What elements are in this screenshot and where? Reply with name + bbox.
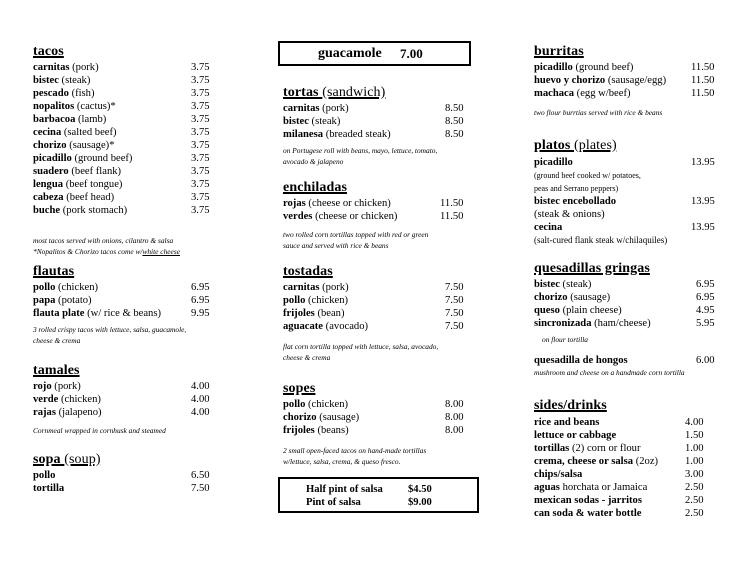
item-price: 6.95 — [696, 292, 715, 303]
item-price: 1.00 — [685, 443, 704, 454]
menu-item: pollo (chicken) 7.50 — [283, 295, 464, 306]
item-price: 3.75 — [191, 205, 210, 216]
menu-item: cecina 13.95 — [534, 222, 715, 233]
item-price: 4.00 — [685, 417, 704, 428]
menu-item: Half pint of salsa — [306, 484, 383, 495]
quesadillas-heading: quesadillas gringas — [534, 261, 650, 276]
item-price: 6.95 — [191, 295, 210, 306]
menu-item: flauta plate (w/ rice & beans) 9.95 — [33, 308, 210, 319]
item-price: 5.95 — [696, 318, 715, 329]
flautas-heading: flautas — [33, 264, 75, 279]
menu-item: aguas horchata or Jamaica 2.50 — [534, 482, 704, 493]
menu-item: crema, cheese or salsa (2oz) 1.00 — [534, 456, 704, 467]
menu-item: chorizo (sausage) 6.95 — [534, 292, 715, 303]
menu-item: rice and beans 4.00 — [534, 417, 704, 428]
menu-item: frijoles (bean) 7.50 — [283, 308, 464, 319]
item-price: 4.95 — [696, 305, 715, 316]
tamales-section — [33, 364, 223, 436]
menu-item: milanesa (breaded steak) 8.50 — [283, 129, 464, 140]
flautas-note: 3 rolled crispy tacos with lettuce, salsa, guacamole, cheese & crema — [33, 325, 187, 345]
item-price: 8.00 — [445, 399, 464, 410]
item-price: 3.00 — [685, 469, 704, 480]
sopes-section — [283, 382, 483, 467]
sopa-heading: sopa (soup) — [33, 452, 101, 467]
item-price: 7.50 — [445, 321, 464, 332]
item-price: 3.75 — [191, 62, 210, 73]
menu-item: aguacate (avocado) 7.50 — [283, 321, 464, 332]
menu-item: carnitas (pork) 3.75 — [33, 62, 210, 73]
menu-item: verde (chicken) 4.00 — [33, 394, 210, 405]
menu-item: chips/salsa 3.00 — [534, 469, 704, 480]
item-price: 3.75 — [191, 127, 210, 138]
item-price: 3.75 — [191, 140, 210, 151]
item-price: 8.00 — [445, 425, 464, 436]
menu-item: chorizo (sausage)* 3.75 — [33, 140, 210, 151]
menu-item: cecina (salted beef) 3.75 — [33, 127, 210, 138]
burritas-heading: burritas — [534, 44, 584, 59]
tortas-heading: tortas (sandwich) — [283, 85, 386, 100]
item-price: 4.00 — [191, 407, 210, 418]
menu-item: bistec (steak) 6.95 — [534, 279, 715, 290]
item-price: $9.00 — [408, 497, 432, 508]
menu-item: barbacoa (lamb) 3.75 — [33, 114, 210, 125]
item-price: 2.50 — [685, 495, 704, 506]
menu-item: bistec (steak) 8.50 — [283, 116, 464, 127]
item-price: 11.50 — [691, 75, 715, 86]
menu-item: carnitas (pork) 8.50 — [283, 103, 464, 114]
tortas-section — [283, 86, 483, 167]
item-price: 13.95 — [691, 157, 715, 168]
menu-item: sincronizada (ham/cheese) 5.95 — [534, 318, 715, 329]
item-price: 3.75 — [191, 101, 210, 112]
platos-heading: platos (plates) — [534, 138, 617, 153]
item-price: 4.00 — [191, 381, 210, 392]
burritas-note: two flour burrtias served with rice & beans — [534, 108, 663, 117]
menu-item: pollo (chicken) 8.00 — [283, 399, 464, 410]
menu-item: tortilla 7.50 — [33, 483, 210, 494]
sides-section — [534, 399, 724, 520]
burritas-section — [534, 45, 724, 118]
menu-item: rajas (jalapeno) 4.00 — [33, 407, 210, 418]
item-price: 1.00 — [685, 456, 704, 467]
item-price: 7.50 — [445, 308, 464, 319]
item-price: 6.95 — [191, 282, 210, 293]
enchiladas-heading: enchiladas — [283, 180, 348, 195]
item-price: 11.50 — [440, 211, 464, 222]
menu-item: tortillas (2) corn or flour 1.00 — [534, 443, 704, 454]
item-price: 8.00 — [445, 412, 464, 423]
item-price: 3.75 — [191, 114, 210, 125]
tamales-note: Cornmeal wrapped in cornhusk and steamed — [33, 426, 166, 435]
item-price: 3.75 — [191, 179, 210, 190]
item-price: 3.75 — [191, 88, 210, 99]
quesadillas-note: on flour tortilla — [542, 335, 588, 344]
enchiladas-section — [283, 181, 483, 251]
item-price: 2.50 — [685, 508, 704, 519]
tostadas-section — [283, 265, 483, 363]
menu-item: frijoles (beans) 8.00 — [283, 425, 464, 436]
flautas-section — [33, 265, 223, 346]
menu-item: picadillo 13.95 — [534, 157, 715, 168]
menu-item: pollo (chicken) 6.95 — [33, 282, 210, 293]
menu-item: lettuce or cabbage 1.50 — [534, 430, 704, 441]
item-price: 8.50 — [445, 103, 464, 114]
menu-item: can soda & water bottle 2.50 — [534, 508, 704, 519]
platos-section — [534, 139, 724, 247]
menu-item: chorizo (sausage) 8.00 — [283, 412, 464, 423]
item-price: 9.95 — [191, 308, 210, 319]
item-price: 3.75 — [191, 153, 210, 164]
menu-item: machaca (egg w/beef) 11.50 — [534, 88, 715, 99]
tacos-heading: tacos — [33, 44, 64, 59]
item-price: 7.50 — [445, 295, 464, 306]
quesadillas-section — [534, 262, 724, 378]
guacamole-label: guacamole — [318, 46, 382, 61]
item-price: 6.50 — [191, 470, 210, 481]
menu-item: carnitas (pork) 7.50 — [283, 282, 464, 293]
menu-item: nopalitos (cactus)* 3.75 — [33, 101, 210, 112]
menu-item: bistec (steak) 3.75 — [33, 75, 210, 86]
guacamole-price: 7.00 — [400, 46, 423, 61]
menu-item: mexican sodas - jarritos 2.50 — [534, 495, 704, 506]
tortas-note: on Portugese roll with beans, mayo, lettuce, tomato, avocado & jalapeno — [283, 146, 438, 166]
menu-item: picadillo (ground beef) 3.75 — [33, 153, 210, 164]
sides-heading: sides/drinks — [534, 398, 607, 413]
item-price: $4.50 — [408, 484, 432, 495]
hongos-note: mushroom and cheese on a handmade corn tortilla — [534, 368, 685, 377]
menu-item: quesadilla de hongos 6.00 — [534, 355, 715, 366]
item-price: 11.50 — [440, 198, 464, 209]
item-description: (ground beef cooked w/ potatoes, peas and Serrano peppers) — [534, 171, 641, 193]
tostadas-heading: tostadas — [283, 264, 333, 279]
sopa-section — [33, 453, 223, 495]
menu-item: pescado (fish) 3.75 — [33, 88, 210, 99]
item-price: 11.50 — [691, 88, 715, 99]
menu-item: cabeza (beef head) 3.75 — [33, 192, 210, 203]
menu-item: verdes (cheese or chicken) 11.50 — [283, 211, 464, 222]
item-price: 13.95 — [691, 222, 715, 233]
menu-item: rojas (cheese or chicken) 11.50 — [283, 198, 464, 209]
item-price: 8.50 — [445, 129, 464, 140]
sopes-heading: sopes — [283, 381, 316, 396]
item-price: 3.75 — [191, 166, 210, 177]
menu-item: picadillo (ground beef) 11.50 — [534, 62, 715, 73]
menu-item: suadero (beef flank) 3.75 — [33, 166, 210, 177]
menu-item: lengua (beef tongue) 3.75 — [33, 179, 210, 190]
enchiladas-note: two rolled corn tortillas topped with red or green sauce and served with rice & beans — [283, 230, 429, 250]
item-price: 7.50 — [445, 282, 464, 293]
guacamole-box — [278, 41, 471, 66]
item-price: 4.00 — [191, 394, 210, 405]
item-price: 11.50 — [691, 62, 715, 73]
menu-item: papa (potato) 6.95 — [33, 295, 210, 306]
item-description: (steak & onions) — [534, 209, 605, 220]
item-price: 2.50 — [685, 482, 704, 493]
tostadas-note: flat corn tortilla topped with lettuce, salsa, avocado, cheese & crema — [283, 342, 439, 362]
menu-item: bistec encebollado 13.95 — [534, 196, 715, 207]
item-price: 13.95 — [691, 196, 715, 207]
item-description: (salt-cured flank steak w/chilaquiles) — [534, 235, 668, 245]
item-price: 3.75 — [191, 75, 210, 86]
menu-item: buche (pork stomach) 3.75 — [33, 205, 210, 216]
tacos-list — [33, 61, 223, 217]
item-price: 8.50 — [445, 116, 464, 127]
salsa-box — [278, 477, 479, 513]
menu-item: queso (plain cheese) 4.95 — [534, 305, 715, 316]
item-price: 6.95 — [696, 279, 715, 290]
sopes-note: 2 small open-faced tacos on hand-made tortillas w/lettuce, salsa, crema, & queso fresco. — [283, 446, 427, 466]
menu-item: huevo y chorizo (sausage/egg) 11.50 — [534, 75, 715, 86]
menu-item: rojo (pork) 4.00 — [33, 381, 210, 392]
item-price: 3.75 — [191, 192, 210, 203]
tamales-heading: tamales — [33, 363, 80, 378]
menu-item: pollo 6.50 — [33, 470, 210, 481]
item-price: 1.50 — [685, 430, 704, 441]
item-price: 7.50 — [191, 483, 210, 494]
tacos-section — [33, 45, 223, 217]
tacos-note: most tacos served with onions, cilantro & salsa *Nopalitos & Chorizo tacos come w/white cheese — [33, 236, 180, 256]
item-price: 6.00 — [696, 355, 715, 366]
menu-item: Pint of salsa — [306, 497, 361, 508]
